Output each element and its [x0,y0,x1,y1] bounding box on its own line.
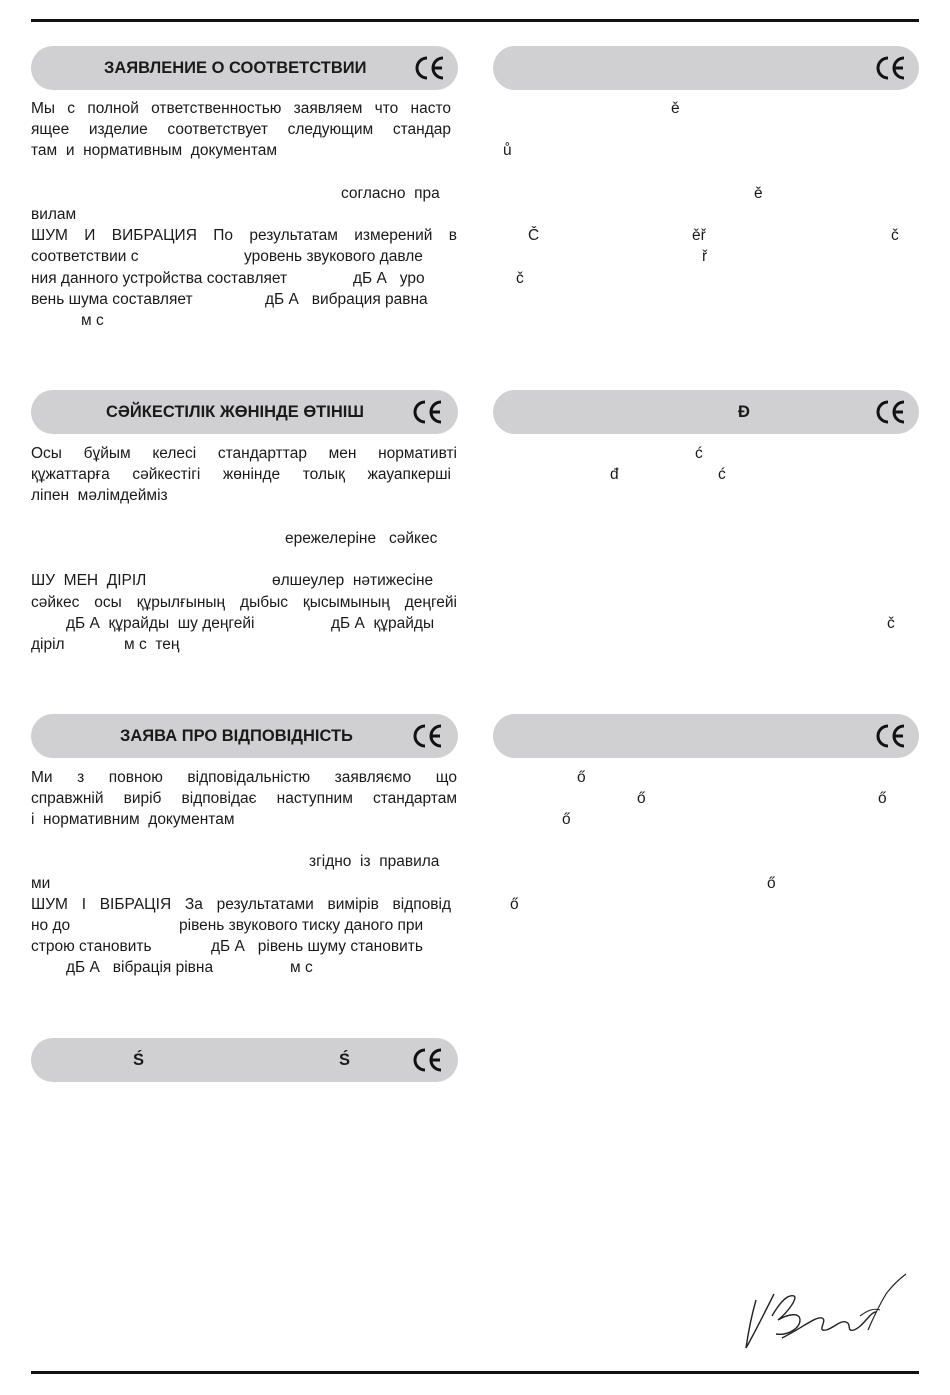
text-fragment: ć [695,445,703,462]
ce-mark-icon [412,1045,444,1075]
text-line: ережелеріне сәйкес [285,530,438,547]
text-line: дБ А рівень шуму становить [211,938,423,955]
text-line: Ми з повною відповідальністю заявляємо що [31,769,457,786]
text-line: соответствии с [31,248,139,265]
text-line: дБ А құрайды [331,615,435,632]
section-title: Đ [738,403,750,421]
text-line: ния данного устройства составляет [31,270,288,287]
text-line: ящее изделие соответствует следующим стандар [31,121,451,138]
section-header-ua [31,714,458,758]
text-fragment: ő [767,875,776,892]
text-fragment: ő [878,790,887,807]
text-line: ліпен мәлімдейміз [31,487,168,504]
text-line: дБ А уро [353,270,425,287]
section-title: СӘЙКЕСТІЛІК ЖӨНІНДЕ ӨТІНІШ [106,403,364,421]
text-line: уровень звукового давле [244,248,423,265]
text-fragment: č [887,615,895,632]
text-line: м с [290,959,313,976]
text-line: Мы с полной ответственностью заявляем что насто [31,100,451,117]
text-line: өлшеулер нәтижесіне [272,572,434,589]
section-header-kz [31,390,458,434]
ce-mark-icon [875,721,907,751]
section-header-pl [31,1038,458,1082]
text-line: но до [31,917,71,934]
ce-mark-icon [875,397,907,427]
text-fragment: ř [702,248,708,265]
text-fragment: Č [528,227,540,244]
text-fragment: ů [503,142,512,159]
text-line: согласно пра [341,185,440,202]
text-line: рівень звукового тиску даного при [179,917,424,934]
ce-mark-icon [875,53,907,83]
ce-mark-icon [412,721,444,751]
section-title-part: Ś [339,1051,351,1069]
section-title-part: Ś [133,1051,145,1069]
section-header-cz [493,46,919,90]
text-line: ми [31,875,51,892]
text-line: вень шума составляет [31,291,193,308]
top-rule [31,19,919,22]
text-line: дБ А вібрація рівна [66,959,214,976]
text-line: дБ А құрайды шу деңгейі [66,615,255,632]
text-line: сәйкес осы құрылғының дыбыс қысымының деңгейі [31,594,457,611]
signature [742,1272,910,1354]
text-fragment: ě [671,100,680,117]
section-title: ЗАЯВЛЕНИЕ О СООТВЕТСТВИИ [104,59,367,77]
ce-mark-icon [414,53,446,83]
text-line: м с тең [124,636,180,653]
text-line: м с [81,312,104,329]
ce-mark-icon [412,397,444,427]
text-fragment: č [516,270,524,287]
text-fragment: ő [637,790,646,807]
text-line: ШУМ І ВІБРАЦІЯ За результатами вимірів відповід [31,896,451,913]
text-fragment: ć [718,466,726,483]
bottom-rule [31,1371,919,1374]
text-fragment: ěř [692,227,706,244]
text-fragment: č [891,227,899,244]
text-line: вилам [31,206,77,223]
text-line: Осы бұйым келесі стандарттар мен нормативті [31,445,457,462]
text-fragment: đ [610,466,619,483]
text-line: дБ А вибрация равна [265,291,428,308]
text-fragment: ő [510,896,519,913]
text-fragment: ě [754,185,763,202]
text-line: і нормативним документам [31,811,235,828]
section-title: ЗАЯВА ПРО ВІДПОВІДНІСТЬ [120,727,353,745]
text-line: строю становить [31,938,152,955]
text-line: там и нормативным документам [31,142,278,159]
text-line: справжній виріб відповідає наступним стандартам [31,790,457,807]
section-header-hu [493,714,919,758]
text-fragment: ő [562,811,571,828]
text-fragment: ő [577,769,586,786]
text-line: діріл [31,636,65,653]
text-line: ШУ МЕН ДІРІЛ [31,572,147,589]
section-header-hr [493,390,919,434]
text-line: құжаттарға сәйкестігі жөнінде толық жауапкерші [31,466,451,483]
text-line: ШУМ И ВИБРАЦИЯ По результатам измерений в [31,227,457,244]
section-header-ru [31,46,458,90]
text-line: згідно із правила [309,853,440,870]
